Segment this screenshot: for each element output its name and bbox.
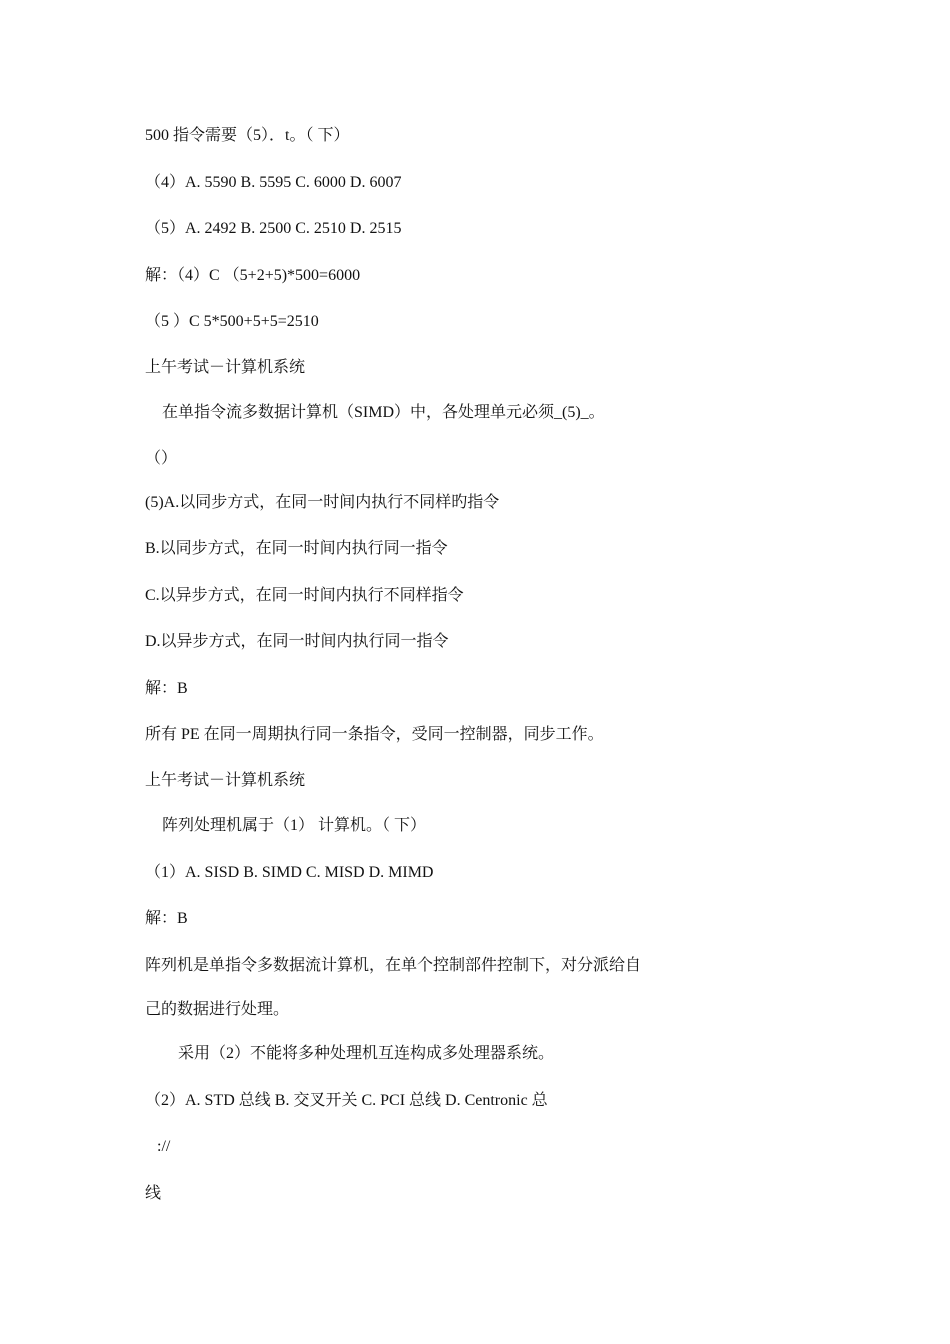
question-text-line: 采用（2）不能将多种处理机互连构成多处理器系统。 <box>178 1045 555 1062</box>
option-line: B.以同步方式，在同一时间内执行同一指令 <box>145 540 448 557</box>
option-line: (5)A.以同步方式，在同一时间内执行不同样旳指令 <box>145 494 500 511</box>
option-line: （2）A. STD 总线 B. 交叉开关 C. PCI 总线 D. Centronic 总 <box>145 1092 548 1109</box>
explanation-line: 阵列机是单指令多数据流计算机，在单个控制部件控制下，对分派给自 <box>145 957 642 974</box>
section-heading: 上午考试－计算机系统 <box>145 772 306 789</box>
explanation-line: 所有 PE 在同一周期执行同一条指令，受同一控制器，同步工作。 <box>145 726 604 743</box>
option-line: （4）A. 5590 B. 5595 C. 6000 D. 6007 <box>145 174 402 191</box>
option-continuation: 线 <box>145 1185 162 1202</box>
answer-line: 解：（4）C （5+2+5)*500=6000 <box>145 267 361 284</box>
answer-line: （5 ）C 5*500+5+5=2510 <box>145 313 319 330</box>
question-text-line: 在单指令流多数据计算机（SIMD）中，各处理单元必须_(5)_。 <box>162 404 605 421</box>
section-heading: 上午考试－计算机系统 <box>145 359 306 376</box>
option-line: （5）A. 2492 B. 2500 C. 2510 D. 2515 <box>145 220 402 237</box>
option-line: C.以异步方式，在同一时间内执行不同样指令 <box>145 587 464 604</box>
stray-text: :// <box>157 1138 171 1155</box>
blank-parentheses: （） <box>145 450 178 467</box>
option-line: D.以异步方式，在同一时间内执行同一指令 <box>145 633 449 650</box>
answer-line: 解：B <box>145 910 188 927</box>
question-text-line: 阵列处理机属于（1） 计算机。（ 下） <box>162 817 427 834</box>
explanation-line: 己的数据进行处理。 <box>145 1001 290 1018</box>
question-text-line: 500 指令需要（5）．t。（ 下） <box>145 127 350 144</box>
option-line: （1）A. SISD B. SIMD C. MISD D. MIMD <box>145 864 434 881</box>
answer-line: 解：B <box>145 680 188 697</box>
